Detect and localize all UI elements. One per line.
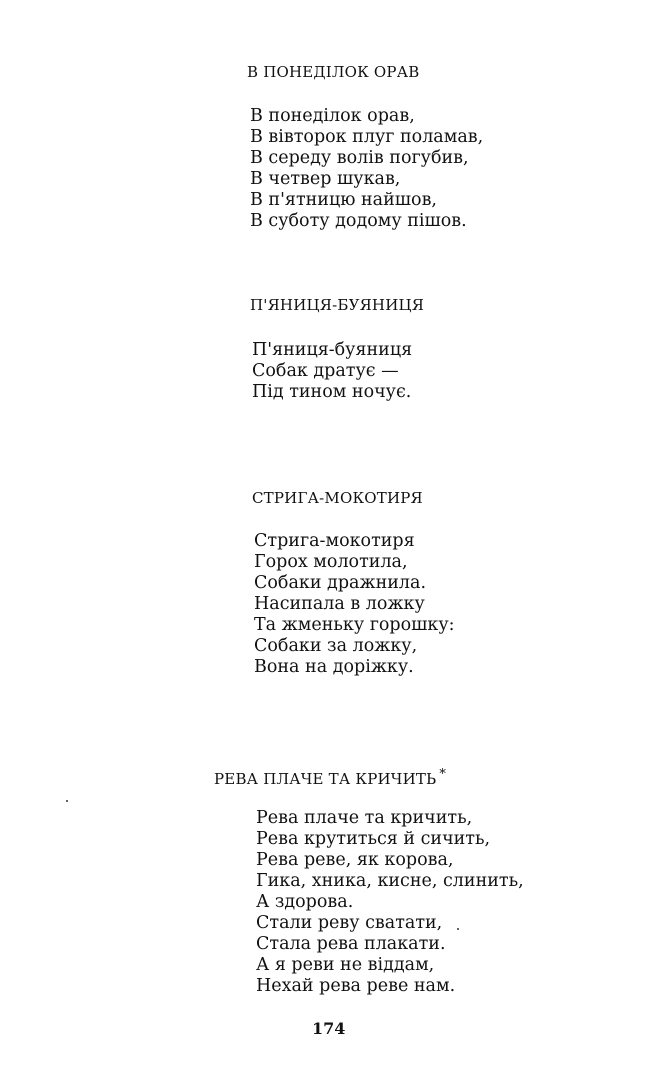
poem-line: В понеділок орав,	[250, 106, 415, 126]
poem-line: А я реви не віддам,	[256, 955, 435, 975]
poem-title: СТРИГА-МОКОТИРЯ	[252, 489, 423, 507]
scan-speck	[457, 928, 459, 930]
poem-line: Рева плаче та кричить,	[256, 808, 473, 828]
poem-line: Стала рева плакати.	[256, 934, 446, 954]
poem-stanza	[252, 340, 412, 403]
poem-stanza	[250, 106, 483, 232]
poem-stanza	[256, 808, 524, 997]
poem-title: П'ЯНИЦЯ-БУЯНИЦЯ	[250, 296, 425, 314]
scan-speck	[66, 800, 68, 802]
poem-line: В вівторок плуг поламав,	[250, 127, 484, 147]
poem-line: Нехай рева реве нам.	[256, 976, 456, 996]
poem-line: В четвер шукав,	[250, 169, 401, 189]
poem-line: Рева реве, як корова,	[256, 850, 454, 870]
poem-line: В середу волів погубив,	[250, 148, 469, 168]
poem-line: Собаки за ложку,	[254, 636, 418, 656]
poem-title: В ПОНЕДІЛОК ОРАВ	[247, 63, 420, 81]
poem-line: Гика, хника, кисне, слинить,	[256, 871, 524, 891]
poem-title-text: РЕВА ПЛАЧЕ ТА КРИЧИТЬ	[214, 770, 437, 788]
poem-line: Вона на доріжку.	[254, 657, 414, 677]
page-number: 174	[312, 1019, 346, 1038]
poem-line: П'яниця-буяниця	[252, 340, 413, 360]
poem-line: Стрига-мокотиря	[254, 531, 415, 551]
poem-line: Собак дратує —	[252, 361, 399, 381]
poem-line: Стали реву сватати,	[256, 913, 443, 933]
poem-line: Насипала в ложку	[254, 594, 425, 614]
poem-line: Собаки дражнила.	[254, 573, 427, 593]
poem-line: Горох молотила,	[254, 552, 408, 572]
footnote-mark: *	[439, 767, 447, 782]
poem-line: А здорова.	[256, 892, 354, 912]
poem-line: Рева крутиться й сичить,	[256, 829, 491, 849]
poem-line: Під тином ночує.	[252, 382, 412, 402]
poem-line: В суботу додому пішов.	[250, 211, 467, 231]
poem-stanza	[254, 531, 455, 678]
poem-line: В п'ятницю найшов,	[250, 190, 437, 210]
poem-title	[214, 765, 446, 789]
poem-line: Та жменьку горошку:	[254, 615, 455, 635]
